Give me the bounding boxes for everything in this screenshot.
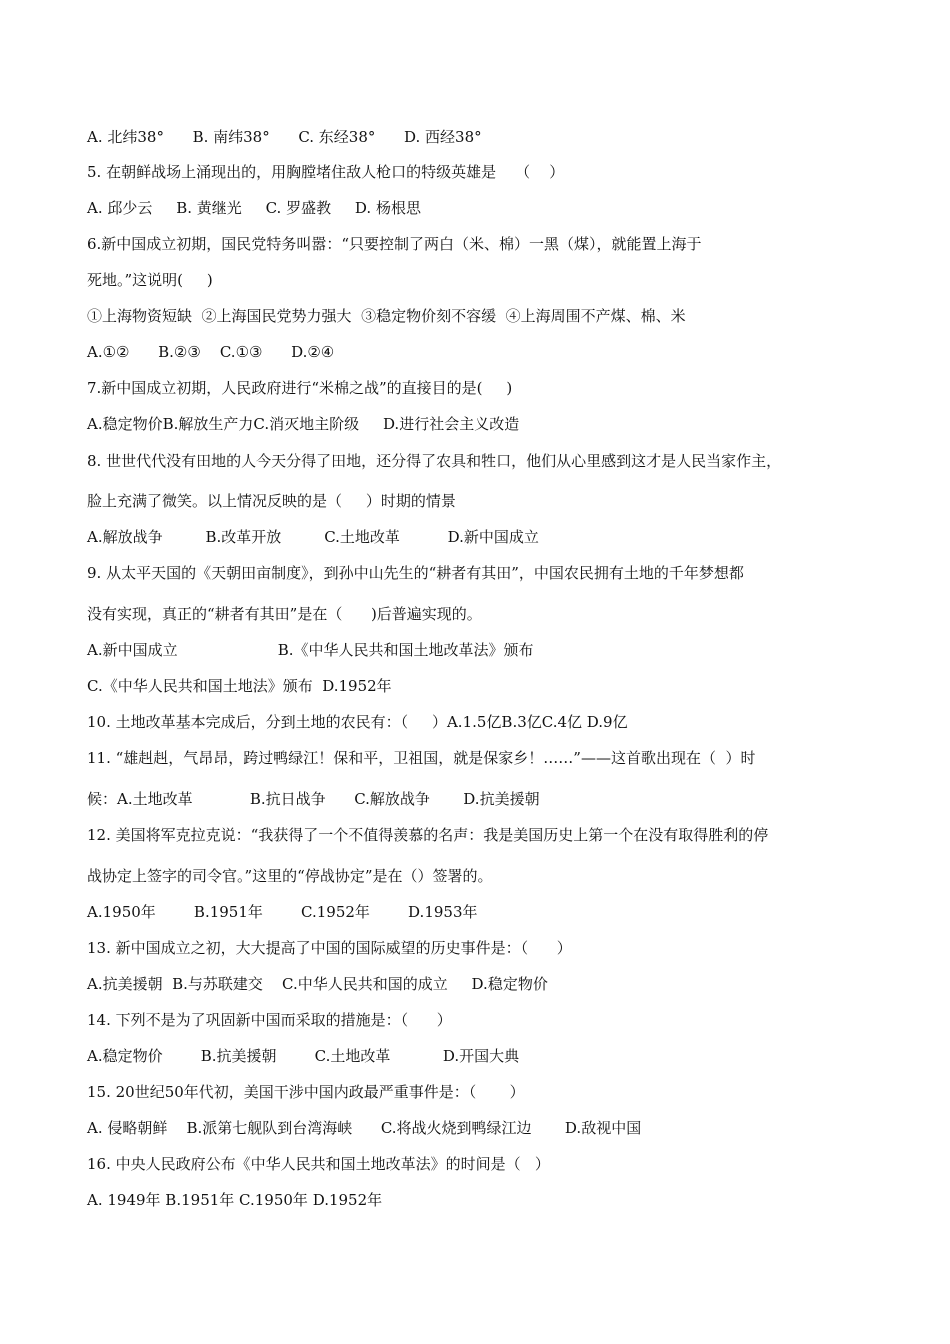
q8-options: A.解放战争 B.改革开放 C.土地改革 D.新中国成立 (87, 528, 539, 546)
q11-question-line1: 11. “雄赳赳，气昂昂，跨过鸭绿江！保和平，卫祖国，就是保家乡！……”——这首歌出现在（ ）时 (87, 749, 756, 767)
q14-options: A.稳定物价 B.抗美援朝 C.土地改革 D.开国大典 (87, 1047, 520, 1065)
q9-question-line1: 9. 从太平天国的《天朝田亩制度》，到孙中山先生的“耕者有其田”，中国农民拥有土地的千年梦想都 (87, 564, 744, 582)
q9-options-row1: A.新中国成立 B.《中华人民共和国土地改革法》颁布 (87, 641, 534, 659)
q15-question: 15. 20世纪50年代初，美国干涉中国内政最严重事件是：（ ） (87, 1083, 525, 1101)
q11-question-line2: 候：A.土地改革 B.抗日战争 C.解放战争 D.抗美援朝 (87, 790, 540, 808)
q5-options: A. 邱少云 B. 黄继光 C. 罗盛教 D. 杨根思 (87, 199, 421, 217)
q13-options: A.抗美援朝 B.与苏联建交 C.中华人民共和国的成立 D.稳定物价 (87, 975, 548, 993)
q9-question-line2: 没有实现，真正的“耕者有其田”是在（ )后普遍实现的。 (87, 605, 482, 623)
q10-question: 10. 土地改革基本完成后，分到土地的农民有：（ ）A.1.5亿B.3亿C.4亿 D.9亿 (87, 713, 628, 731)
q9-options-row2: C.《中华人民共和国土地法》颁布 D.1952年 (87, 677, 392, 695)
q16-options: A. 1949年 B.1951年 C.1950年 D.1952年 (87, 1191, 383, 1209)
q7-question: 7.新中国成立初期，人民政府进行“米棉之战”的直接目的是( ) (87, 379, 513, 397)
q15-options: A. 侵略朝鲜 B.派第七舰队到台湾海峡 C.将战火烧到鸭绿江边 D.敌视中国 (87, 1119, 642, 1137)
q6-question-line1: 6.新中国成立初期，国民党特务叫嚣：“只要控制了两白（米、棉）一黑（煤），就能置上海于 (87, 235, 702, 253)
q12-question-line1: 12. 美国将军克拉克说：“我获得了一个不值得羡慕的名声：我是美国历史上第一个在没有取得胜利的停 (87, 826, 769, 844)
q14-question: 14. 下列不是为了巩固新中国而采取的措施是：（ ） (87, 1011, 452, 1029)
q6-options: A.①② B.②③ C.①③ D.②④ (87, 343, 335, 361)
q12-options: A.1950年 B.1951年 C.1952年 D.1953年 (87, 903, 478, 921)
q16-question: 16. 中央人民政府公布《中华人民共和国土地改革法》的时间是（ ） (87, 1155, 550, 1173)
q13-question: 13. 新中国成立之初，大大提高了中国的国际威望的历史事件是：（ ） (87, 939, 572, 957)
q8-question-line2: 脸上充满了微笑。以上情况反映的是（ ）时期的情景 (87, 492, 456, 510)
q8-question-line1: 8. 世世代代没有田地的人今天分得了田地，还分得了农具和牲口，他们从心里感到这才是人民当家作主， (87, 452, 782, 470)
q5-question: 5. 在朝鲜战场上涌现出的，用胸膛堵住敌人枪口的特级英雄是 （ ） (87, 163, 565, 181)
q6-statements: ①上海物资短缺 ②上海国民党势力强大 ③稳定物价刻不容缓 ④上海周围不产煤、棉、米 (87, 307, 686, 325)
q6-question-line2: 死地。”这说明( ) (87, 271, 213, 289)
q4-options: A. 北纬38° B. 南纬38° C. 东经38° D. 西经38° (87, 128, 482, 146)
q12-question-line2: 战协定上签字的司令官。”这里的“停战协定”是在（）签署的。 (87, 867, 493, 885)
q7-options: A.稳定物价B.解放生产力C.消灭地主阶级 D.进行社会主义改造 (87, 415, 520, 433)
